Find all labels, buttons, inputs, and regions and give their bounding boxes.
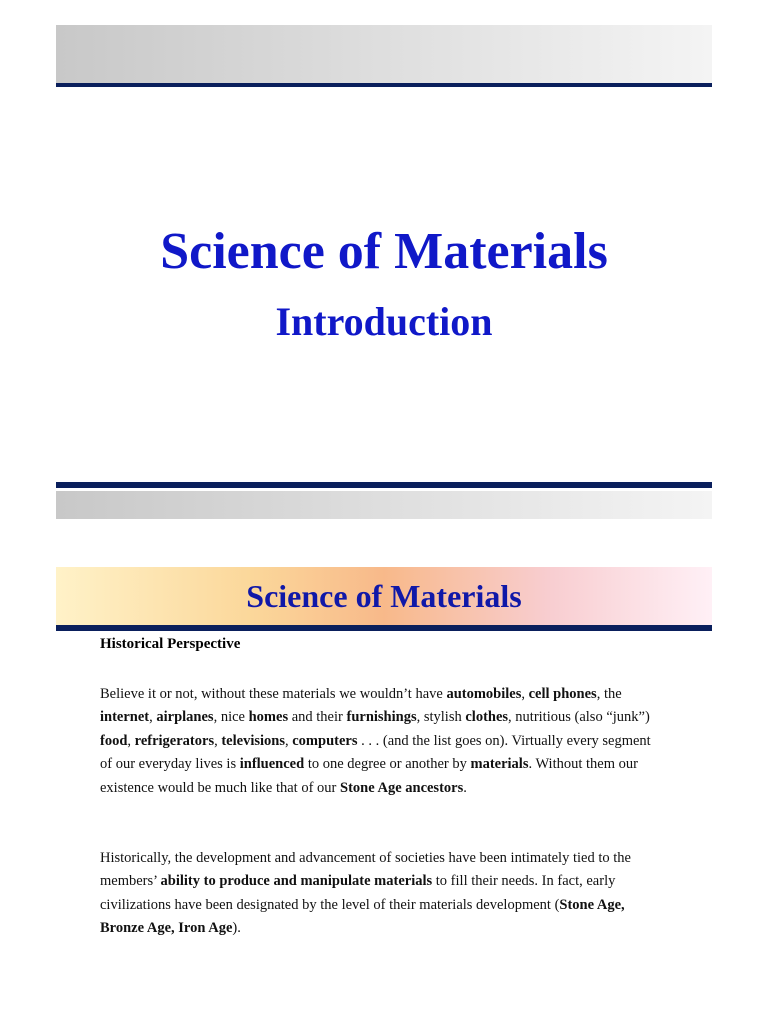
body-text: , nice	[213, 709, 249, 726]
slide2-banner-rule	[56, 625, 712, 631]
emphasis-text: food	[100, 732, 128, 749]
body-text: ,	[284, 732, 293, 749]
body-text: . Without them our existence would be much like that of our	[100, 756, 638, 796]
body-text: , stylish	[416, 709, 466, 726]
emphasis-text: refrigerators	[134, 732, 215, 749]
body-text: . . . (and the list goes on). Virtually every segment of our everyday lives is	[100, 732, 651, 773]
emphasis-text: influenced	[239, 756, 305, 773]
emphasis-text: internet	[100, 709, 150, 726]
slide1-footer-gradient-bar	[56, 491, 712, 519]
slide2-title-banner	[56, 567, 712, 625]
body-text: to one degree or another by	[304, 756, 471, 773]
body-text: ,	[214, 732, 222, 749]
emphasis-text: televisions	[221, 732, 285, 749]
body-text: ,	[521, 686, 529, 702]
body-text: .	[463, 779, 467, 796]
banner-title: Science of Materials	[246, 578, 522, 614]
paragraph-historical-development	[100, 847, 660, 941]
emphasis-text: ability to produce and manipulate materials	[160, 873, 433, 890]
body-text: Believe it or not, without these materials we wouldn’t have	[100, 686, 447, 702]
emphasis-text: computers	[292, 732, 358, 749]
slide1-footer-rule	[56, 482, 712, 488]
emphasis-text: clothes	[465, 709, 509, 726]
body-text: , the	[596, 686, 622, 702]
slide-subtitle: Introduction	[275, 299, 493, 344]
emphasis-text: homes	[248, 709, 289, 726]
emphasis-text: furnishings	[346, 709, 417, 726]
emphasis-text: airplanes	[156, 709, 214, 726]
slide1-header-rule	[56, 83, 712, 87]
body-text: to fill their needs. In fact, early civilizations have been designated by the level of their materials development (	[100, 873, 616, 913]
slide1-header-gradient-bar	[56, 25, 712, 83]
emphasis-text: Stone Age, Bronze Age, Iron Age	[100, 896, 625, 937]
body-text: ).	[232, 920, 241, 937]
body-text: ,	[149, 709, 157, 726]
body-text: , nutritious (also “junk”)	[508, 709, 650, 726]
section-heading: Historical Perspective	[100, 636, 241, 652]
emphasis-text: automobiles	[446, 686, 522, 702]
paragraph-materials-everyday	[100, 683, 660, 800]
body-text: ,	[127, 732, 135, 749]
emphasis-text: Stone Age ancestors	[340, 779, 464, 796]
body-text: Historically, the development and advancement of societies have been intimately tied to the members’	[100, 850, 631, 890]
body-text: and their	[288, 709, 347, 726]
emphasis-text: cell phones	[528, 686, 597, 702]
slide-title: Science of Materials	[160, 223, 608, 280]
emphasis-text: materials	[470, 756, 529, 773]
